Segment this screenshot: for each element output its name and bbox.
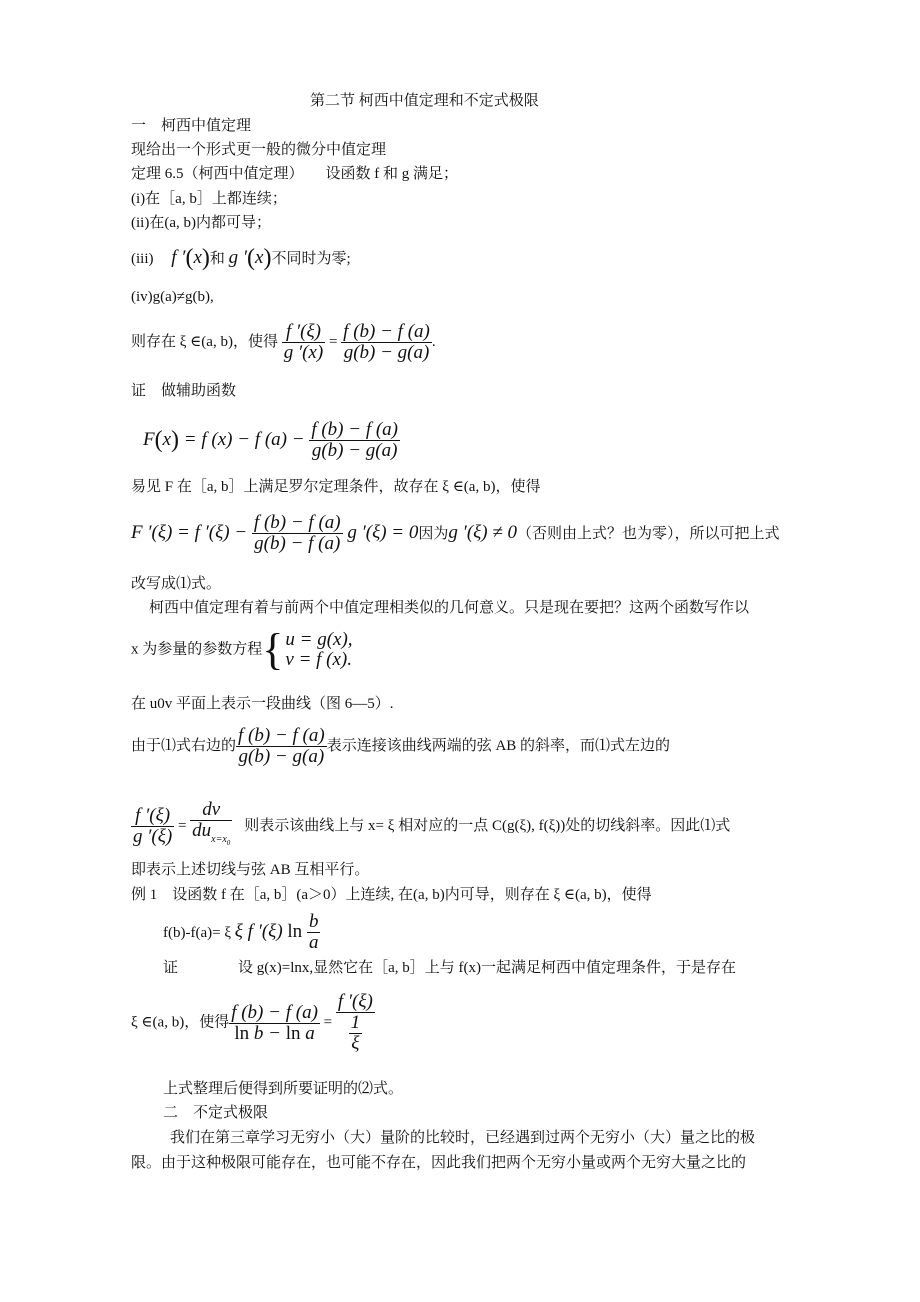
geometry-p4-lead: 由于⑴式右边的 — [131, 737, 237, 754]
formula-param: u = g(x), v = f (x). — [285, 629, 353, 670]
condition-3-tail: 不同时为零; — [271, 251, 351, 267]
geometry-para-3: 在 u0v 平面上表示一段曲线（图 6—5）. — [131, 696, 394, 712]
geometry-p4-tail: 表示连接该曲线两端的弦 AB 的斜率，而⑴式左边的 — [326, 737, 671, 754]
condition-3-mid: 和 — [209, 251, 225, 267]
condition-2: (ii)在(a, b)内都可导； — [131, 215, 271, 231]
geometry-line-4 — [131, 726, 670, 767]
condition-3-label: (iii) — [131, 251, 154, 267]
conclusion-line: 则存在 ξ ∈(a, b)，使得 $\frac{f '(\xi)}{g '(x)}$ = $\frac{f (b) - f (a)}{g(b) - g(a)}$ . — [131, 321, 436, 363]
formula-fprime: f ′(x) — [171, 245, 210, 271]
section-heading-2: 二 不定式极限 — [163, 1105, 269, 1121]
formula-cauchy-right: $\frac{f (b) - f (a)}{g(b) - g(a)}$ — [343, 321, 430, 363]
condition-1: (i)在［a, b］上都连续； — [131, 191, 287, 207]
formula-dv-du: dv $du_{x=x_0}$ — [192, 799, 231, 847]
param-lead: x 为参量的参数方程 — [131, 641, 263, 658]
because-text: 因为 — [418, 525, 449, 542]
param-line — [131, 625, 355, 674]
formula-xi-ratio: $\frac{f '(\xi)}{\frac{1}{\xi}}$ — [337, 991, 373, 1054]
example-exist: ξ ∈(a, b)，使得 — [131, 1014, 230, 1031]
example-exist-line: ξ ∈(a, b)，使得 $\frac{f (b) - f (a)}{\text{ln b − ln a}}$ = $\frac{f '(\xi)}{\frac{1}{\xi}}$ — [131, 991, 373, 1054]
rewrite-text: 改写成⑴式。 — [131, 576, 222, 592]
example-end: 上式整理后便得到所要证明的⑵式。 — [163, 1081, 404, 1097]
example-proof: 证 设 g(x)=lnx,显然它在［a, b］上与 f(x)一起满足柯西中值定理条件，于是存在 — [163, 960, 737, 976]
geometry-para-6: 即表示上述切线与弦 AB 互相平行。 — [131, 862, 370, 878]
rolle-text: 易见 F 在［a, b］上满足罗尔定理条件，故存在 ξ ∈(a, b)，使得 — [131, 479, 541, 495]
paren-text: （否则由上式？也为零），所以可把上式 — [517, 525, 780, 542]
proof-label: 证 做辅助函数 — [131, 383, 237, 399]
theorem-name: 定理 6.5（柯西中值定理） — [131, 166, 304, 182]
formula-aux-function: F(x) = f (x) − f (a) − $\frac{f (b) - f (a)}{g(b) - g(a)}$ — [143, 419, 398, 461]
formula-Fprime: F ′(ξ) = f ′(ξ) − $\frac{f (b) - f (a)}{g(b) - f (a)}$ g ′(ξ) = 0 — [131, 512, 419, 554]
closing-para-2: 限。由于这种极限可能存在，也可能不存在，因此我们把两个无穷小量或两个无穷大量之比的 — [131, 1155, 747, 1171]
theorem-lead: 设函数 f 和 g 满足； — [325, 166, 459, 182]
formula-tangent-ratio: $\frac{f '(\xi)}{g '(\xi)}$ — [133, 805, 173, 847]
geometry-para-1: 柯西中值定理有着与前两个中值定理相类似的几何意义。只是现在要把？这两个函数写作以 — [149, 600, 750, 616]
formula-gprime-nonzero: g ′(ξ) ≠ 0 — [448, 521, 518, 543]
formula-log-ratio: $\frac{f (b) - f (a)}{\text{ln b − ln a}}$ — [231, 1001, 318, 1044]
formula-gprime: g ′(x) — [228, 245, 272, 271]
formula-example: ξ f ′(ξ) ln $\frac{b}{a}$ — [234, 911, 319, 953]
derivative-line — [131, 513, 780, 554]
geometry-p5-tail: 则表示该曲线上与 x= ξ 相对应的一点 C(g(ξ), f(ξ))处的切线斜率。因此⑴式 — [244, 817, 731, 834]
page-title: 第二节 柯西中值定理和不定式极限 — [310, 93, 539, 109]
example-formula-line — [163, 912, 320, 953]
example-lead: 例 1 设函数 f 在［a, b］(a＞0）上连续, 在(a, b)内可导，则存在 ξ ∈(a, b)，使得 — [131, 887, 652, 903]
intro-text: 现给出一个形式更一般的微分中值定理 — [131, 142, 387, 158]
example-formula-lead: f(b)-f(a)= ξ — [163, 924, 232, 941]
condition-4: (iv)g(a)≠g(b), — [131, 289, 214, 305]
formula-cauchy-left: $\frac{f '(\xi)}{g '(x)}$ — [283, 321, 324, 363]
brace-icon: { — [262, 625, 284, 674]
section-heading-1: 一 柯西中值定理 — [131, 118, 252, 134]
conclusion-lead: 则存在 ξ ∈(a, b)，使得 — [131, 333, 278, 350]
geometry-line-5: $\frac{f '(\xi)}{g '(\xi)}$ = dv $du_{x=x_0}$ 则表示该曲线上与 x= ξ 相对应的一点 C(g(ξ), f(ξ))处的切线斜率。因此⑴式 — [131, 800, 730, 853]
theorem-line — [131, 164, 458, 184]
condition-3 — [131, 245, 351, 271]
closing-para-1: 我们在第三章学习无穷小（大）量阶的比较时，已经遇到过两个无穷小（大）量之比的极 — [170, 1130, 756, 1146]
formula-chord-slope: $\frac{f (b) - f (a)}{g(b) - g(a)}$ — [238, 725, 325, 767]
